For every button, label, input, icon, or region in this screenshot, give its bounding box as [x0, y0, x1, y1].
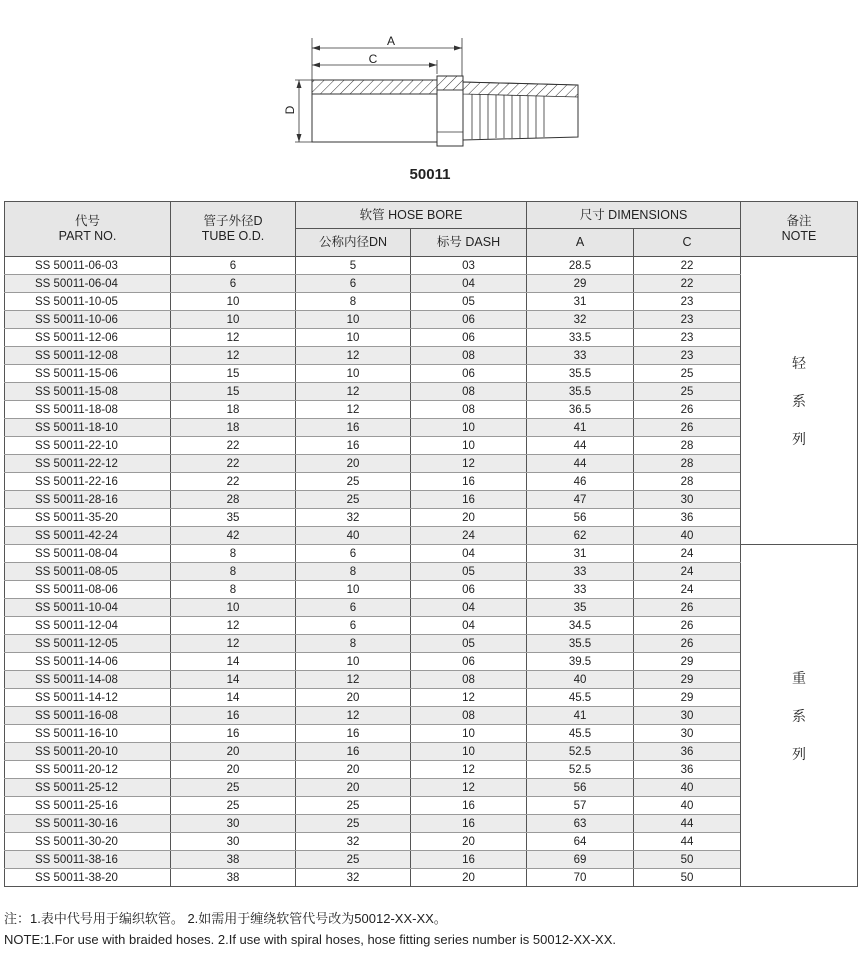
- cell-dn: 12: [296, 401, 411, 419]
- table-row: [5, 365, 858, 383]
- cell-dn: 40: [296, 527, 411, 545]
- cell-dash: 16: [411, 473, 527, 491]
- table-row: [5, 491, 858, 509]
- table-body: [5, 257, 858, 887]
- cell-dim-c: 26: [634, 419, 741, 437]
- table-row: [5, 833, 858, 851]
- cell-part-no: SS 50011-08-06: [5, 581, 171, 599]
- cell-dim-c: 40: [634, 527, 741, 545]
- cell-part-no: SS 50011-16-10: [5, 725, 171, 743]
- cell-dash: 12: [411, 761, 527, 779]
- cell-tube-od: 10: [171, 293, 296, 311]
- cell-tube-od: 38: [171, 869, 296, 887]
- cell-dim-a: 45.5: [527, 689, 634, 707]
- cell-dim-a: 45.5: [527, 725, 634, 743]
- cell-dim-c: 26: [634, 617, 741, 635]
- cell-dn: 6: [296, 599, 411, 617]
- header-tube-od: 管子外径D TUBE O.D.: [171, 202, 296, 257]
- table-row: [5, 401, 858, 419]
- cell-dim-c: 44: [634, 815, 741, 833]
- cell-dn: 12: [296, 671, 411, 689]
- cell-part-no: SS 50011-15-08: [5, 383, 171, 401]
- cell-part-no: SS 50011-25-12: [5, 779, 171, 797]
- cell-dim-a: 34.5: [527, 617, 634, 635]
- cell-part-no: SS 50011-20-12: [5, 761, 171, 779]
- cell-tube-od: 38: [171, 851, 296, 869]
- table-row: [5, 743, 858, 761]
- cell-part-no: SS 50011-38-16: [5, 851, 171, 869]
- note-heavy-series: 重 系 列: [741, 545, 858, 887]
- dimension-d: [283, 80, 312, 142]
- table-row: [5, 527, 858, 545]
- header-note: 备注 NOTE: [741, 202, 858, 257]
- cell-dash: 04: [411, 599, 527, 617]
- cell-dim-c: 26: [634, 401, 741, 419]
- cell-dim-a: 35.5: [527, 383, 634, 401]
- cell-dn: 32: [296, 509, 411, 527]
- cell-dim-a: 64: [527, 833, 634, 851]
- cell-part-no: SS 50011-22-10: [5, 437, 171, 455]
- label-d: D: [283, 105, 297, 115]
- cell-tube-od: 8: [171, 581, 296, 599]
- cell-dash: 06: [411, 581, 527, 599]
- cell-dim-a: 29: [527, 275, 634, 293]
- cell-part-no: SS 50011-12-08: [5, 347, 171, 365]
- cell-dash: 05: [411, 563, 527, 581]
- cell-dn: 6: [296, 617, 411, 635]
- cell-dim-a: 47: [527, 491, 634, 509]
- cell-dn: 5: [296, 257, 411, 275]
- cell-tube-od: 12: [171, 635, 296, 653]
- cell-dim-a: 46: [527, 473, 634, 491]
- cell-dash: 06: [411, 311, 527, 329]
- table-row: [5, 581, 858, 599]
- cell-tube-od: 28: [171, 491, 296, 509]
- cell-dash: 05: [411, 635, 527, 653]
- cell-part-no: SS 50011-12-05: [5, 635, 171, 653]
- table-row: [5, 653, 858, 671]
- table-row: [5, 455, 858, 473]
- cell-dim-a: 56: [527, 509, 634, 527]
- cell-part-no: SS 50011-18-10: [5, 419, 171, 437]
- cell-part-no: SS 50011-08-04: [5, 545, 171, 563]
- cell-part-no: SS 50011-35-20: [5, 509, 171, 527]
- cell-dn: 10: [296, 653, 411, 671]
- cell-dim-c: 24: [634, 563, 741, 581]
- cell-dn: 10: [296, 581, 411, 599]
- cell-dash: 08: [411, 383, 527, 401]
- cell-dim-c: 26: [634, 635, 741, 653]
- cell-dash: 08: [411, 347, 527, 365]
- cell-dim-c: 22: [634, 275, 741, 293]
- spec-table: [4, 201, 858, 887]
- table-row: [5, 329, 858, 347]
- cell-dash: 16: [411, 491, 527, 509]
- cell-dim-a: 56: [527, 779, 634, 797]
- cell-dim-a: 41: [527, 419, 634, 437]
- fitting-drawing: [275, 30, 595, 160]
- header-dimensions: 尺寸 DIMENSIONS: [527, 202, 741, 229]
- cell-dn: 20: [296, 779, 411, 797]
- cell-dn: 8: [296, 635, 411, 653]
- dimension-c: [312, 52, 437, 74]
- cell-dim-a: 40: [527, 671, 634, 689]
- cell-dim-a: 57: [527, 797, 634, 815]
- cell-dim-c: 50: [634, 851, 741, 869]
- header-c: C: [634, 229, 741, 257]
- cell-part-no: SS 50011-14-12: [5, 689, 171, 707]
- cell-dn: 16: [296, 437, 411, 455]
- cell-part-no: SS 50011-38-20: [5, 869, 171, 887]
- cell-tube-od: 16: [171, 725, 296, 743]
- cell-dim-a: 52.5: [527, 743, 634, 761]
- table-row: [5, 293, 858, 311]
- cell-tube-od: 30: [171, 833, 296, 851]
- footnotes: [4, 908, 616, 950]
- cell-dim-c: 23: [634, 329, 741, 347]
- cell-dim-c: 28: [634, 455, 741, 473]
- table-row: [5, 383, 858, 401]
- cell-dn: 25: [296, 491, 411, 509]
- table-row: [5, 347, 858, 365]
- cell-dn: 6: [296, 275, 411, 293]
- cell-dn: 20: [296, 761, 411, 779]
- cell-part-no: SS 50011-22-12: [5, 455, 171, 473]
- note-en: NOTE:1.For use with braided hoses. 2.If use with spiral hoses, hose fitting series number is 50012-XX-XX.: [4, 932, 617, 947]
- cell-dim-c: 24: [634, 581, 741, 599]
- cell-dim-a: 62: [527, 527, 634, 545]
- cell-dn: 12: [296, 347, 411, 365]
- cell-tube-od: 12: [171, 329, 296, 347]
- cell-part-no: SS 50011-14-08: [5, 671, 171, 689]
- cell-part-no: SS 50011-10-05: [5, 293, 171, 311]
- cell-dash: 10: [411, 437, 527, 455]
- cell-dash: 06: [411, 653, 527, 671]
- cell-dn: 32: [296, 869, 411, 887]
- cell-tube-od: 12: [171, 347, 296, 365]
- cell-dash: 10: [411, 419, 527, 437]
- table-row: [5, 707, 858, 725]
- cell-tube-od: 6: [171, 257, 296, 275]
- cell-dim-a: 33.5: [527, 329, 634, 347]
- cell-dn: 16: [296, 419, 411, 437]
- cell-dim-a: 32: [527, 311, 634, 329]
- header-hose-bore: 软管 HOSE BORE: [296, 202, 527, 229]
- cell-dn: 12: [296, 383, 411, 401]
- note-light-series: 轻 系 列: [741, 257, 858, 545]
- cell-dim-a: 28.5: [527, 257, 634, 275]
- cell-dim-c: 36: [634, 761, 741, 779]
- cell-tube-od: 18: [171, 419, 296, 437]
- cell-part-no: SS 50011-16-08: [5, 707, 171, 725]
- cell-dn: 10: [296, 329, 411, 347]
- cell-dim-c: 40: [634, 797, 741, 815]
- cell-dim-c: 29: [634, 653, 741, 671]
- cell-tube-od: 25: [171, 797, 296, 815]
- cell-dn: 10: [296, 365, 411, 383]
- cell-part-no: SS 50011-18-08: [5, 401, 171, 419]
- cell-dim-c: 26: [634, 599, 741, 617]
- cell-dim-a: 35: [527, 599, 634, 617]
- cell-dash: 08: [411, 671, 527, 689]
- cell-dash: 10: [411, 725, 527, 743]
- cell-tube-od: 35: [171, 509, 296, 527]
- table-row: [5, 311, 858, 329]
- cell-dash: 20: [411, 869, 527, 887]
- table-row: [5, 779, 858, 797]
- cell-part-no: SS 50011-30-16: [5, 815, 171, 833]
- cell-dim-c: 22: [634, 257, 741, 275]
- cell-part-no: SS 50011-12-04: [5, 617, 171, 635]
- cell-dn: 8: [296, 293, 411, 311]
- cell-part-no: SS 50011-20-10: [5, 743, 171, 761]
- cell-dash: 12: [411, 455, 527, 473]
- cell-dim-a: 33: [527, 347, 634, 365]
- cell-dash: 24: [411, 527, 527, 545]
- cell-dn: 6: [296, 545, 411, 563]
- cell-dim-a: 39.5: [527, 653, 634, 671]
- cell-dim-a: 33: [527, 563, 634, 581]
- cell-dim-a: 36.5: [527, 401, 634, 419]
- table-row: [5, 599, 858, 617]
- label-a: A: [386, 34, 396, 48]
- cell-tube-od: 10: [171, 599, 296, 617]
- header-dash: 标号 DASH: [411, 229, 527, 257]
- cell-tube-od: 22: [171, 473, 296, 491]
- cell-dash: 08: [411, 707, 527, 725]
- cell-tube-od: 14: [171, 671, 296, 689]
- table-row: [5, 869, 858, 887]
- cell-dash: 06: [411, 365, 527, 383]
- cell-dash: 20: [411, 509, 527, 527]
- cell-dim-c: 40: [634, 779, 741, 797]
- cell-dim-a: 41: [527, 707, 634, 725]
- cell-dash: 16: [411, 797, 527, 815]
- cell-tube-od: 10: [171, 311, 296, 329]
- cell-dim-a: 31: [527, 293, 634, 311]
- cell-dash: 20: [411, 833, 527, 851]
- cell-tube-od: 30: [171, 815, 296, 833]
- table-row: [5, 689, 858, 707]
- cell-tube-od: 20: [171, 743, 296, 761]
- cell-tube-od: 14: [171, 653, 296, 671]
- cell-tube-od: 14: [171, 689, 296, 707]
- cell-dim-c: 50: [634, 869, 741, 887]
- header-a: A: [527, 229, 634, 257]
- cell-tube-od: 42: [171, 527, 296, 545]
- cell-tube-od: 22: [171, 437, 296, 455]
- cell-dn: 20: [296, 689, 411, 707]
- cell-dn: 16: [296, 743, 411, 761]
- cell-dim-c: 44: [634, 833, 741, 851]
- table-row: [5, 275, 858, 293]
- cell-part-no: SS 50011-15-06: [5, 365, 171, 383]
- cell-part-no: SS 50011-28-16: [5, 491, 171, 509]
- cell-part-no: SS 50011-12-06: [5, 329, 171, 347]
- cell-dim-c: 36: [634, 509, 741, 527]
- cell-dim-a: 44: [527, 455, 634, 473]
- cell-dim-c: 23: [634, 293, 741, 311]
- cell-dim-c: 30: [634, 725, 741, 743]
- cell-dash: 03: [411, 257, 527, 275]
- cell-tube-od: 22: [171, 455, 296, 473]
- cell-dash: 04: [411, 545, 527, 563]
- cell-tube-od: 18: [171, 401, 296, 419]
- table-row: [5, 419, 858, 437]
- cell-part-no: SS 50011-22-16: [5, 473, 171, 491]
- fitting-body: [312, 76, 578, 146]
- cell-dim-a: 33: [527, 581, 634, 599]
- cell-dim-a: 63: [527, 815, 634, 833]
- cell-tube-od: 6: [171, 275, 296, 293]
- cell-dim-c: 25: [634, 383, 741, 401]
- cell-dn: 20: [296, 455, 411, 473]
- cell-dash: 06: [411, 329, 527, 347]
- cell-dim-a: 35.5: [527, 365, 634, 383]
- cell-part-no: SS 50011-25-16: [5, 797, 171, 815]
- cell-part-no: SS 50011-08-05: [5, 563, 171, 581]
- table-row: [5, 761, 858, 779]
- cell-dim-c: 28: [634, 437, 741, 455]
- header-dn: 公称内径DN: [296, 229, 411, 257]
- model-title: 50011: [409, 166, 451, 183]
- cell-dim-c: 30: [634, 707, 741, 725]
- table-row: [5, 563, 858, 581]
- cell-dim-a: 52.5: [527, 761, 634, 779]
- cell-dn: 12: [296, 707, 411, 725]
- table-row: [5, 851, 858, 869]
- cell-dim-a: 69: [527, 851, 634, 869]
- table-row: [5, 437, 858, 455]
- cell-part-no: SS 50011-30-20: [5, 833, 171, 851]
- cell-dn: 10: [296, 311, 411, 329]
- dimension-a: [312, 34, 462, 80]
- cell-dn: 25: [296, 815, 411, 833]
- cell-dim-c: 23: [634, 311, 741, 329]
- cell-dash: 04: [411, 275, 527, 293]
- table-row: [5, 797, 858, 815]
- table-row: [5, 545, 858, 563]
- table-row: [5, 671, 858, 689]
- cell-dim-c: 25: [634, 365, 741, 383]
- header-part-no: 代号 PART NO.: [5, 202, 171, 257]
- cell-dash: 10: [411, 743, 527, 761]
- table-row: [5, 617, 858, 635]
- cell-dn: 25: [296, 473, 411, 491]
- table-row: [5, 725, 858, 743]
- cell-tube-od: 15: [171, 383, 296, 401]
- cell-dim-c: 24: [634, 545, 741, 563]
- cell-dash: 05: [411, 293, 527, 311]
- cell-tube-od: 25: [171, 779, 296, 797]
- cell-part-no: SS 50011-06-03: [5, 257, 171, 275]
- table-row: [5, 473, 858, 491]
- cell-dim-c: 30: [634, 491, 741, 509]
- table-row: [5, 815, 858, 833]
- cell-dn: 25: [296, 797, 411, 815]
- cell-tube-od: 16: [171, 707, 296, 725]
- cell-dash: 16: [411, 815, 527, 833]
- table-row: [5, 635, 858, 653]
- cell-part-no: SS 50011-06-04: [5, 275, 171, 293]
- cell-dn: 8: [296, 563, 411, 581]
- cell-dash: 12: [411, 779, 527, 797]
- cell-tube-od: 15: [171, 365, 296, 383]
- cell-dn: 25: [296, 851, 411, 869]
- table-row: [5, 509, 858, 527]
- cell-dim-c: 29: [634, 689, 741, 707]
- cell-dim-c: 29: [634, 671, 741, 689]
- cell-dn: 16: [296, 725, 411, 743]
- label-c: C: [368, 52, 378, 66]
- cell-dim-c: 23: [634, 347, 741, 365]
- cell-part-no: SS 50011-42-24: [5, 527, 171, 545]
- cell-tube-od: 12: [171, 617, 296, 635]
- cell-dash: 12: [411, 689, 527, 707]
- cell-dash: 08: [411, 401, 527, 419]
- cell-dim-a: 31: [527, 545, 634, 563]
- cell-dim-a: 44: [527, 437, 634, 455]
- cell-dim-c: 36: [634, 743, 741, 761]
- cell-dim-a: 70: [527, 869, 634, 887]
- cell-dash: 16: [411, 851, 527, 869]
- note-cn: 注：1.表中代号用于编织软管。 2.如需用于缠绕软管代号改为50012-XX-XX。: [4, 911, 447, 926]
- cell-dash: 04: [411, 617, 527, 635]
- cell-part-no: SS 50011-14-06: [5, 653, 171, 671]
- cell-dim-c: 28: [634, 473, 741, 491]
- cell-tube-od: 8: [171, 563, 296, 581]
- table-row: [5, 257, 858, 275]
- cell-part-no: SS 50011-10-04: [5, 599, 171, 617]
- cell-tube-od: 20: [171, 761, 296, 779]
- cell-dim-a: 35.5: [527, 635, 634, 653]
- cell-tube-od: 8: [171, 545, 296, 563]
- cell-dn: 32: [296, 833, 411, 851]
- cell-part-no: SS 50011-10-06: [5, 311, 171, 329]
